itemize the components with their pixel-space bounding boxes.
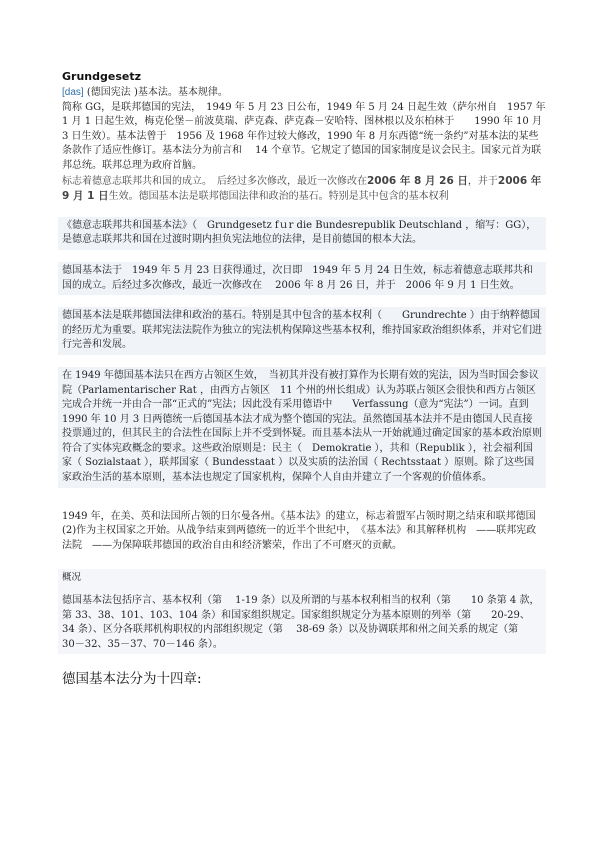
history-date-effective: 2006 年 9 月 1 日 xyxy=(62,174,542,203)
section-name: 《德意志联邦共和国基本法》（ Grundgesetz fｕr die Bundesrepublik Deutschland ，缩写：GG），是德意志联邦共和国在过渡时期内担负宪法地位的法律，是目前德国的根本大法。 xyxy=(58,217,546,250)
section-rights: 德国基本法是联邦德国法律和政治的基石。特别是其中包含的基本权利（ Grundrechte ）由于纳粹德国的经历尤为重要。联邦宪法法院作为独立的宪法机构保障这些基本权利，维持国家政治组织体系，并对它们进行完善和发展。 xyxy=(58,307,546,355)
chapters-heading: 德国基本法分为十四章: xyxy=(62,671,202,688)
gender-tag: [das] xyxy=(62,87,84,98)
intro-summary: 简称 GG，是联邦德国的宪法， 1949 年 5 月 23 日公布，1949 年 5 月 24 日起生效（萨尔州自 1957 年 1 月 1 日起生效，梅克伦堡－前波莫瑞、萨克森、萨克森－安哈特、图林根以及东柏林于 1990 年 10 月 3 日生效）。基本法曾于 1956 及 1968 年作过较大修改，1990 年 8 月东西德“统一条约”对基本法的某些条款作了适应性修订。基本法分为前言和 14 个章节。它规定了德国的国家制度是议会民主。国家元首为联邦总统。联邦总理为政府首脑。 xyxy=(62,101,546,171)
document-page xyxy=(62,70,546,688)
section-history: 在 1949 年德国基本法只在西方占领区生效， 当初其并没有被打算作为长期有效的宪法，因为当时国会参议院（Parlamentarischer Rat ，由西方占领区 11 个州的州长组成）认为苏联占领区会很快和西方占领区完成合并统一并由合一部“正式的”宪法；因此没有采用德语中 Verfassung（意为“宪法”）一词。直到 1990 年 10 月 3 日两德统一后德国基本法才成为整个德国的宪法。虽然德国基本法并不是由德国人民直接投票通过的，但其民主的合法性在国际上并不受到怀疑。而且基本法从一开始就通过确定国家的基本政治原则符合了实体宪政概念的要求。这些政治原则是：民主（ Demokratie ），共和（Republik ），社会福利国家（ Sozialstaat ），联邦国家（ Bundesstaat ）以及实质的法治国（ Rechtsstaat ）原则。除了这些国家政治生活的基本原则，基本法也规定了国家机构，保障个人自由并建立了一个客观的价值体系。 xyxy=(58,367,546,488)
intro-definition xyxy=(62,86,546,101)
history-date-amended: 2006 年 8 月 26 日 xyxy=(367,174,468,187)
overview-text: 德国基本法包括序言、基本权利（第 1-19 条）以及所谓的与基本权利相当的权利（第 10 条第 4 款，第 33、38、101、103、104 条）和国家组织规定。国家组织规定分为基本原则的列举（第 20-29、34 条）、区分各联邦机构职权的内部组织规定（第 38-69 条）以及协调联邦和州之间关系的规定（第 30－32、35－37、70－146 条）。 xyxy=(62,595,540,650)
history-mid: ，并于 xyxy=(467,175,498,187)
history-suffix: 生效。德国基本法是联邦德国法律和政治的基石。特别是其中包含的基本权利 xyxy=(108,191,449,203)
section-date: 德国基本法于 1949 年 5 月 23 日获得通过，次日即 1949 年 5 月 24 日生效，标志着德意志联邦共和国的成立。后经过多次修改，最近一次修改在 2006 年 8 月 26 日，并于 2006 年 9 月 1 日生效。 xyxy=(58,262,546,295)
postwar-paragraph: 1949 年，在美、英和法国所占领的日尔曼各州。《基本法》的建立，标志着盟军占领时期之结束和联邦德国(2)作为主权国家之开始。从战争结束到两德统一的近半个世纪中， 《基本法》和其解释机构 ——联邦宪政法院 ——为保障联邦德国的政治自由和经济繁荣，作出了不可磨灭的贡献。 xyxy=(62,510,537,551)
overview-label: 概况 xyxy=(62,572,82,584)
document-title: Grundgesetz xyxy=(62,70,141,83)
history-prefix: 标志着德意志联邦共和国的成立。 后经过多次修改，最近一次修改在 xyxy=(62,175,367,187)
intro-history xyxy=(62,174,546,205)
overview-block xyxy=(58,569,546,654)
definition-text: (德国宪法 )基本法。基本规律。 xyxy=(86,87,228,98)
